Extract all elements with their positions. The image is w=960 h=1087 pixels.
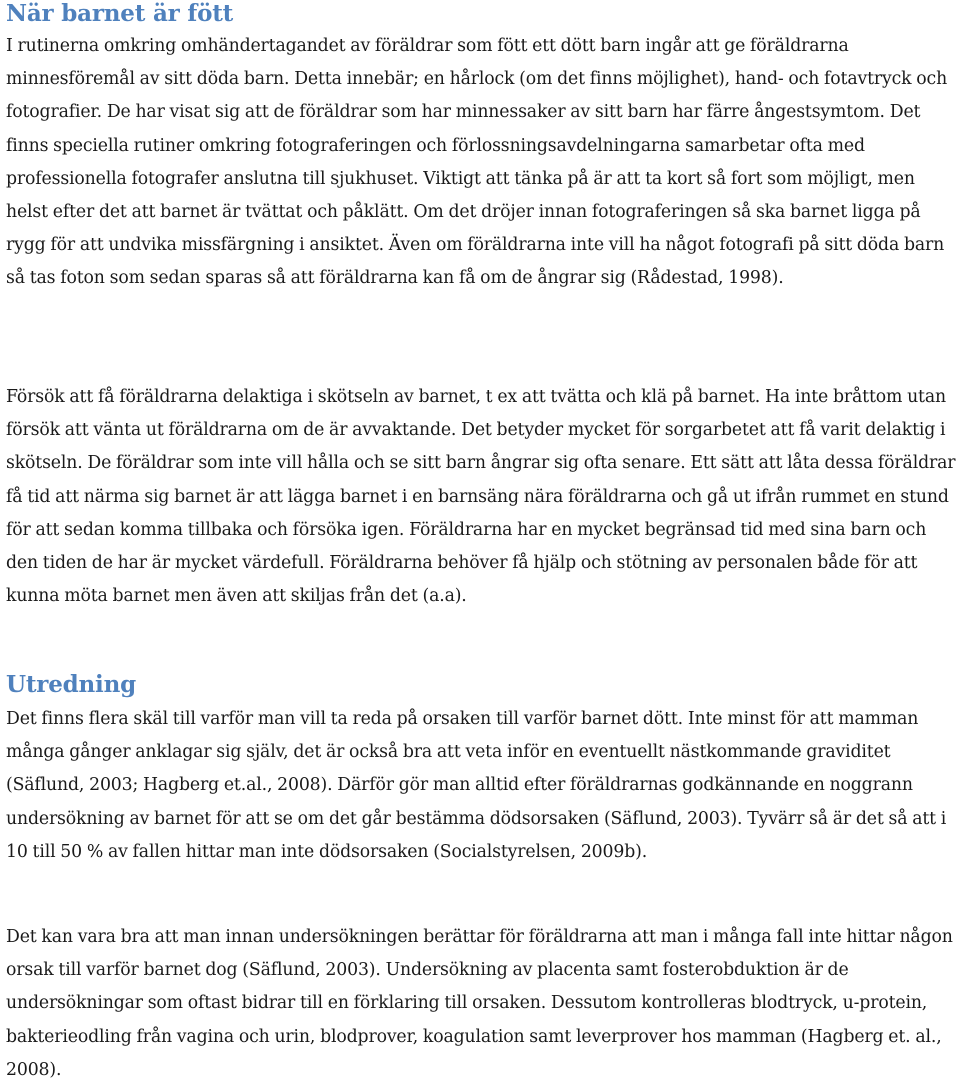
body-paragraph: Det finns flera skäl till varför man vill ta reda på orsaken till varför barnet dött. Inte minst för att mamman många gånger anklagar sig själv, det är också bra att veta inför en eventuellt nästkommande graviditet (Säflund, 2003; Hagberg et.al., 2008). Därför gör man alltid efter föräldrarnas godkännande en noggrann undersökning av barnet för att se om det går bestämma dödsorsaken (Säflund, 2003). Tyvärr så är det så att i 10 till 50 % av fallen hittar man inte dödsorsaken (Socialstyrelsen, 2009b). [6,709,947,862]
section-heading-utredning: Utredning [6,671,136,698]
section-heading-nar-barnet-ar-fott: När barnet är fött [6,0,234,27]
body-paragraph: Det kan vara bra att man innan undersökningen berättar för föräldrarna att man i många fall inte hittar någon orsak till varför barnet dog (Säflund, 2003). Undersökning av placenta samt fosterobduktion är de undersökningar som oftast bidrar till en förklaring till orsaken. Dessutom kontrolleras blodtryck, u-protein, bakterieodling från vagina och urin, blodprover, koagulation samt leverprover hos mamman (Hagberg et. al., 2008). [6,927,953,1080]
body-paragraph: Försök att få föräldrarna delaktiga i skötseln av barnet, t ex att tvätta och klä på barnet. Ha inte bråttom utan försök att vänta ut föräldrarna om de är avvaktande. Det betyder mycket för sorgarbetet att få varit delaktig i skötseln. De föräldrar som inte vill hålla och se sitt barn ångrar sig ofta senare. Ett sätt att låta dessa föräldrar få tid att närma sig barnet är att lägga barnet i en barnsäng nära föräldrarna och gå ut ifrån rummet en stund för att sedan komma tillbaka och försöka igen. Föräldrarna har en mycket begränsad tid med sina barn och den tiden de har är mycket värdefull. Föräldrarna behöver få hjälp och stötning av personalen både för att kunna möta barnet men även att skiljas från det (a.a). [6,387,956,607]
body-paragraph: I rutinerna omkring omhändertagandet av föräldrar som fött ett dött barn ingår att ge föräldrarna minnesföremål av sitt döda barn. Detta innebär; en hårlock (om det finns möjlighet), hand- och fotavtryck och fotografier. De har visat sig att de föräldrar som har minnessaker av sitt barn har färre ångestsymtom. Det finns speciella rutiner omkring fotograferingen och förlossningsavdelningarna samarbetar ofta med professionella fotografer anslutna till sjukhuset. Viktigt att tänka på är att ta kort så fort som möjligt, men helst efter det att barnet är tvättat och påklätt. Om det dröjer innan fotograferingen så ska barnet ligga på rygg för att undvika missfärgning i ansiktet. Även om föräldrarna inte vill ha något fotografi på sitt döda barn så tas foton som sedan sparas så att föräldrarna kan få om de ångrar sig (Rådestad, 1998). [6,36,948,289]
